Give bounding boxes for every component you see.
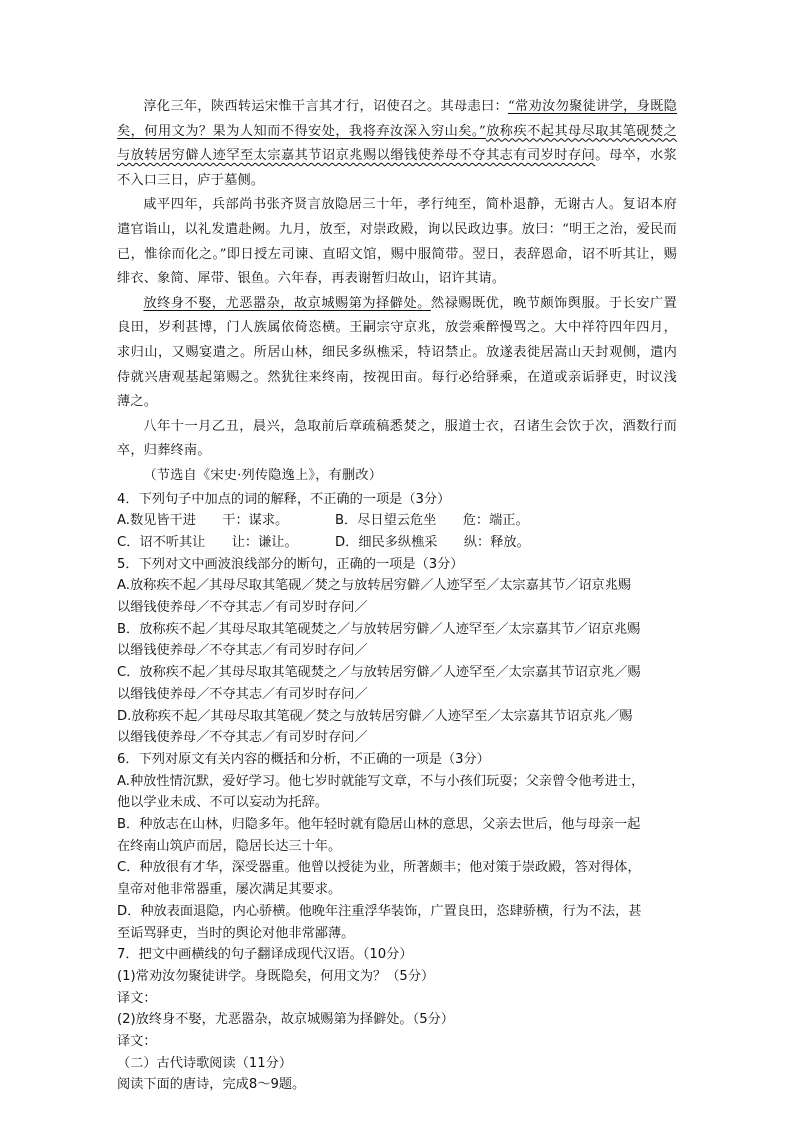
q5-option-c-line2: 以缗钱使养母／不夺其志／有司岁时存问／ [117,686,368,702]
passage-source: （节选自《宋史·列传隐逸上》，有删改） [143,467,383,483]
q4-option-d: D．细民多纵樵采 纵：释放。 [335,534,530,550]
exam-page [117,95,677,1096]
q4-stem: 4．下列句子中加点的词的解释，不正确的一项是（3分） [117,491,451,507]
q5-option-b-line1: B．放称疾不起／其母尽取其笔砚焚之／与放转居穷僻／人迹罕至／太宗嘉其节／诏京兆赐 [117,621,641,637]
q6-option-d-line2: 至诟骂驿吏，当时的舆论对他非常鄙薄。 [117,925,355,941]
q6-option-b-line1: B．种放志在山林，归隐多年。他年轻时就有隐居山林的意思，父亲去世后，他与母亲一起 [117,817,641,833]
q7-answer-label-1: 译文： [117,990,157,1006]
p1-underlined-sentence: “常劝汝勿聚徒讲学，身既隐矣，何用文为？果为人知而不得安处，我将弃汝深入穷山矣。” [117,99,677,139]
q5-option-a-line1: A.放称疾不起／其母尽取其笔砚／焚之与放转居穷僻／人迹罕至／太宗嘉其节／诏京兆赐 [117,578,632,594]
p1-text-a: 淳化三年，陕西转运宋惟干言其才行，诏使召之。其母恚曰： [143,99,508,114]
q4-option-b: B．尽日望云危坐 危：端正。 [335,513,529,529]
p1-wavy-segment: 放称疾不起其母尽取其笔砚焚之与放转居穷僻人迹罕至太宗嘉其节诏京兆赐以缗钱使养母不夺其志有司岁时存问 [117,123,677,164]
q5-option-d-line1: D.放称疾不起／其母尽取其笔砚／焚之与放转居穷僻／人迹罕至／太宗嘉其节诏京兆／赐 [117,708,633,724]
q5-stem: 5．下列对文中画波浪线部分的断句，正确的一项是（3分） [117,556,464,572]
p3-underlined-sentence: 放终身不娶，尤恶嚣杂，故京城赐第为择僻处。 [143,295,431,311]
q7-sentence-1: (1)常劝汝勿聚徒讲学。身既隐矣，何用文为？（5分） [117,968,435,984]
q6-option-b-line2: 在终南山筑庐而居，隐居长达三十年。 [117,838,342,854]
section-heading-poetry: （二）古代诗歌阅读（11分） [117,1055,293,1071]
q5-option-b-line2: 以缗钱使养母／不夺其志／有司岁时存问／ [117,643,368,659]
q7-sentence-2: (2)放终身不娶，尤恶嚣杂，故京城赐第为择僻处。（5分） [117,1012,454,1028]
q6-option-a-line1: A.种放性情沉默，爱好学习。他七岁时就能写文章，不与小孩们玩耍；父亲曾令他考进士， [117,773,645,789]
poetry-intro: 阅读下面的唐诗，完成8～9题。 [117,1077,306,1093]
passage-paragraph-1 [117,95,677,193]
passage-paragraph-2: 咸平四年，兵部尚书张齐贤言放隐居三十年，孝行纯至，简朴退静，无谢古人。复诏本府遣官诣山，以礼发遣赴阙。九月，放至，对崇政殿，询以民政边事。放曰：“明王之治，爱民而已，惟徐而化之。”即日授左司谏、直昭文馆，赐中服简带。翌日，表辞恩命，诏不听其让，赐绯衣、象简、犀带、银鱼。六年春，再表谢暂归故山，诏许其请。 [117,197,677,287]
q4-option-c: C．诏不听其让 让：谦让。 [117,534,298,550]
q7-stem: 7．把文中画横线的句子翻译成现代汉语。（10分） [117,947,413,963]
q6-option-c-line2: 皇帝对他非常器重，屡次满足其要求。 [117,882,342,898]
q6-option-a-line2: 他以学业未成、不可以妄动为托辞。 [117,795,328,811]
questions [117,489,677,1097]
q6-stem: 6．下列对原文有关内容的概括和分析，不正确的一项是（3分） [117,751,490,767]
q5-option-d-line2: 以缗钱使养母／不夺其志／有司岁时存问／ [117,730,368,746]
q7-answer-label-2: 译文： [117,1034,157,1050]
p1-text-d: 。母卒，水浆不入口三日，庐于墓侧。 [117,148,677,188]
passage-paragraph-3 [117,292,677,415]
q6-option-d-line1: D．种放表面退隐，内心骄横。他晚年注重浮华装饰，广置良田，恣肆骄横，行为不法，甚 [117,903,642,919]
q4-options-row-2 [117,532,677,554]
q4-option-a: A.数见皆干进 干：谋求。 [117,513,289,529]
q5-option-c-line1: C．放称疾不起／其母尽取其笔砚焚之／与放转居穷僻／人迹罕至／太宗嘉其节诏京兆／赐 [117,665,641,681]
q5-option-a-line2: 以缗钱使养母／不夺其志／有司岁时存问／ [117,600,368,616]
q4-options-row-1 [117,510,677,532]
p3-text-b: 然禄赐既优，晚节颇饰舆服。于长安广置良田，岁利甚博，门人族属依倚恣横。王嗣宗守京兆，放尝乘醉慢骂之。大中祥符四年四月，求归山，又赐宴遣之。所居山林，细民多纵樵采，特诏禁止。放遂表徙居嵩山天封观侧，遣内侍就兴唐观基起第赐之。然犹往来终南，按视田亩。每行必给驿乘，在道或亲诟驿吏，时议浅薄之。 [117,295,677,410]
passage-paragraph-4: 八年十一月乙丑，晨兴，急取前后章疏稿悉焚之，服道士衣，召诸生会饮于次，酒数行而卒，归葬终南。 [117,418,677,459]
q6-option-c-line1: C．种放很有才华，深受器重。他曾以授徒为业，所著颇丰；他对策于崇政殿，答对得体， [117,860,641,876]
classical-passage [117,95,677,489]
